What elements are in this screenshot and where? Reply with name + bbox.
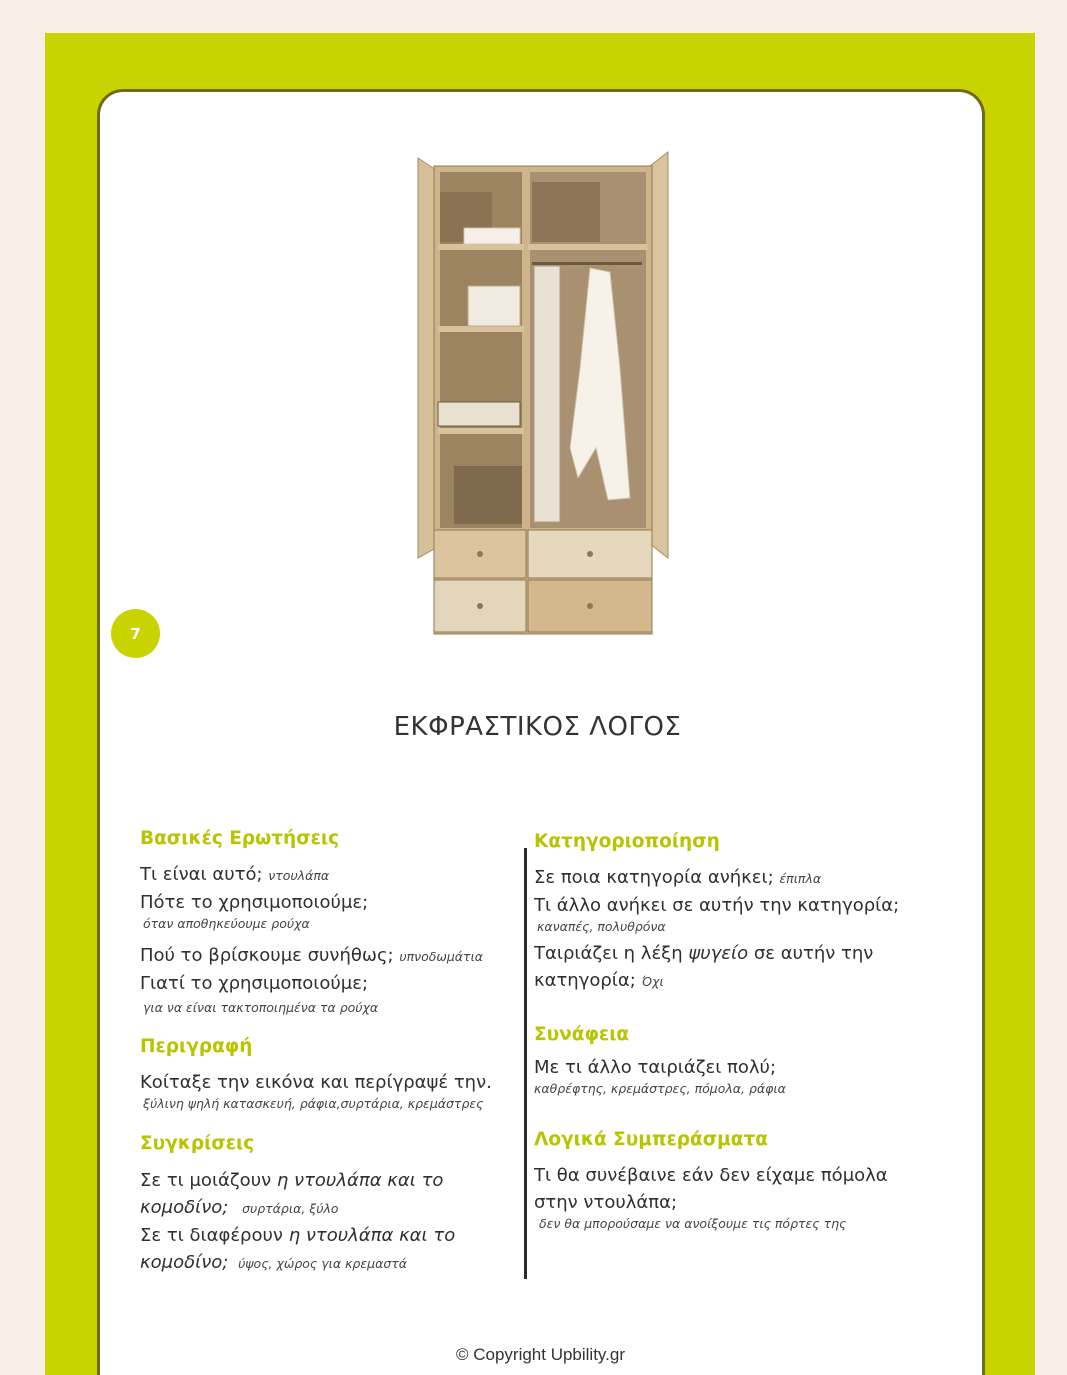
- answer: όταν αποθηκεύουμε ρούχα: [143, 916, 310, 931]
- answer: καθρέφτης, κρεμάστρες, πόμολα, ράφια: [534, 1081, 786, 1096]
- answer: υπνοδωμάτια: [399, 949, 484, 964]
- answer: ξύλινη ψηλή κατασκευή, ράφια,συρτάρια, κρεμάστρες: [143, 1096, 484, 1111]
- page-title: ΕΚΦΡΑΣΤΙΚΟΣ ΛΟΓΟΣ: [393, 712, 682, 742]
- heading-comparisons: Συγκρίσεις: [140, 1133, 255, 1154]
- question-what-is-it: Τι είναι αυτό; ντουλάπα: [140, 864, 330, 885]
- answer: έπιπλα: [779, 871, 822, 886]
- question-what-else: Τι άλλο ανήκει σε αυτήν την κατηγορία;: [534, 895, 900, 916]
- question-when-used: Πότε το χρησιμοποιούμε;: [140, 892, 369, 913]
- heading-inferences: Λογικά Συμπεράσματα: [534, 1129, 769, 1150]
- column-divider: [524, 848, 527, 1279]
- answer: ντουλάπα: [268, 868, 330, 883]
- question-why-used: Γιατί το χρησιμοποιούμε;: [140, 973, 369, 994]
- question-fridge: Ταιριάζει η λέξη ψυγείο σε αυτήν την κατηγορία; Όχι: [534, 943, 874, 991]
- question-matches: Με τι άλλο ταιριάζει πολύ;: [534, 1057, 777, 1078]
- answer: δεν θα μπορούσαμε να ανοίξουμε τις πόρτες της: [539, 1216, 847, 1231]
- page-number: 7: [130, 624, 141, 643]
- answer: Όχι: [641, 974, 664, 989]
- heading-basic-questions: Βασικές Ερωτήσεις: [140, 828, 340, 849]
- question-what-if: Τι θα συνέβαινε εάν δεν είχαμε πόμολα στην ντουλάπα;: [534, 1165, 888, 1213]
- question-differences: Σε τι διαφέρουν η ντουλάπα και το κομοδίνο; ύψος, χώρος για κρεμαστά: [140, 1225, 456, 1273]
- heading-association: Συνάφεια: [534, 1024, 630, 1045]
- left-column: [140, 826, 520, 1277]
- right-column: [534, 829, 934, 1231]
- heading-description: Περιγραφή: [140, 1036, 253, 1057]
- wardrobe-image: [410, 148, 675, 640]
- heading-categorization: Κατηγοριοποίηση: [534, 831, 720, 852]
- question-where-found: Πού το βρίσκουμε συνήθως; υπνοδωμάτια: [140, 945, 484, 966]
- question-describe: Κοίταξε την εικόνα και περίγραψέ την.: [140, 1072, 492, 1093]
- copyright-footer: © Copyright Upbility.gr: [455, 1345, 626, 1364]
- question-category: Σε ποια κατηγορία ανήκει; έπιπλα: [534, 867, 822, 888]
- answer: για να είναι τακτοποιημένα τα ρούχα: [143, 1000, 379, 1015]
- page-number-badge: [111, 609, 160, 658]
- answer: καναπές, πολυθρόνα: [537, 919, 666, 934]
- answer: συρτάρια, ξύλο: [242, 1201, 339, 1216]
- question-similarities: Σε τι μοιάζουν η ντουλάπα και το κομοδίνο; συρτάρια, ξύλο: [140, 1170, 444, 1218]
- answer: ύψος, χώρος για κρεμαστά: [238, 1256, 408, 1271]
